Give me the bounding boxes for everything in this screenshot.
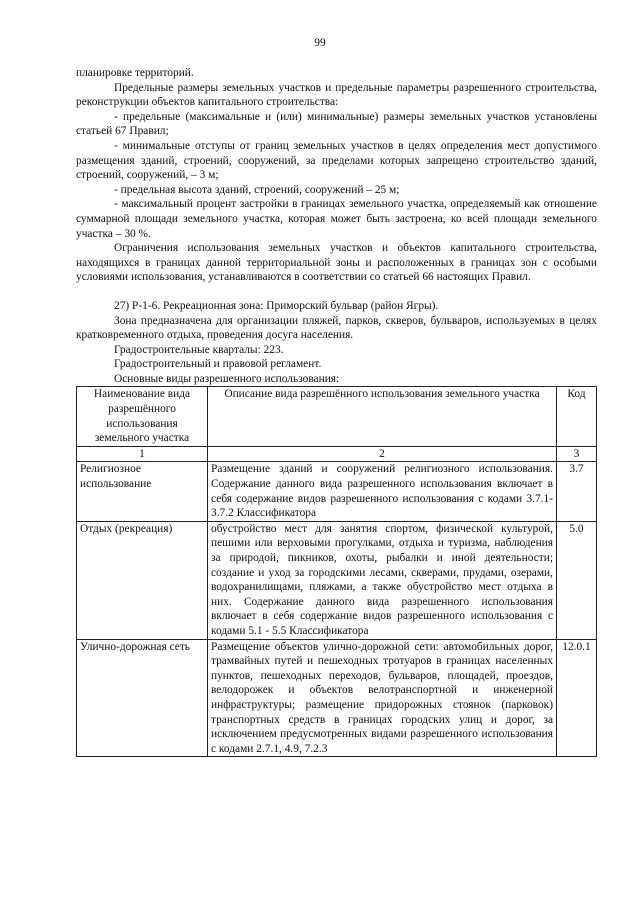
column-number: 1 (77, 446, 208, 462)
paragraph: - предельная высота зданий, строений, сооружений – 25 м; (114, 183, 400, 196)
paragraph: планировке территорий. (76, 67, 194, 79)
permitted-use-table (76, 386, 597, 757)
table-header-row (77, 387, 597, 446)
header-name: Наименование вида разрешённого использования земельного участка (77, 387, 208, 446)
paragraph: - минимальные отступы от границ земельных участков в целях определения мест допустимого размещения зданий, строений, сооружений, за пределами которых запрещено строительство зданий, строений, сооружений, – 3 м; (76, 139, 597, 182)
section-gap (76, 285, 597, 299)
table-row (77, 462, 597, 521)
table-row (77, 521, 597, 639)
paragraph: Предельные размеры земельных участков и предельные параметры разрешенного строительства, реконструкции объектов капитального строительства: (76, 81, 597, 109)
page-number: 99 (314, 37, 326, 49)
paragraph: - предельные (максимальные и (или) минимальные) размеры земельных участков установлены статьей 67 Правил; (76, 110, 597, 138)
use-name: Отдых (рекреация) (77, 521, 208, 639)
paragraph: Основные виды разрешенного использования: (114, 372, 340, 385)
column-number: 3 (557, 446, 597, 462)
zone-section (76, 299, 597, 387)
use-name: Религиозное использование (77, 462, 208, 521)
paragraph: Градостроительный и правовой регламент. (114, 358, 322, 371)
paragraph: Градостроительные кварталы: 223. (114, 343, 284, 356)
header-description: Описание вида разрешённого использования земельного участка (208, 387, 557, 446)
regulations-section (76, 66, 597, 285)
paragraph: 27) Р-1-6. Рекреационная зона: Приморский бульвар (район Ягры). (114, 299, 439, 312)
use-code: 3.7 (557, 462, 597, 521)
paragraph: Ограничения использования земельных участков и объектов капитального строительства, находящихся в границах данной территориальной зоны и расположенных в границах зон с особыми условиями использования, устанавливаются в соответствии со статьей 66 настоящих Правил. (76, 242, 597, 284)
column-number: 2 (208, 446, 557, 462)
use-description: Размещение зданий и сооружений религиозного использования. Содержание данного вида разрешенного использования включает в себя содержание видов разрешенного использования с кодами 3.7.1-3.7.2 Классификатора (208, 462, 557, 521)
use-name: Улично-дорожная сеть (77, 639, 208, 757)
header-code: Код (557, 387, 597, 446)
table-row (77, 639, 597, 757)
paragraph: Зона предназначена для организации пляжей, парков, скверов, бульваров, используемых в целях кратковременного отдыха, проведения досуга населения. (76, 314, 597, 342)
use-code: 5.0 (557, 521, 597, 639)
use-code: 12.0.1 (557, 639, 597, 757)
use-description: Размещение объектов улично-дорожной сети: автомобильных дорог, трамвайных путей и пешеходных тротуаров в границах населенных пунктов, пешеходных переходов, бульваров, площадей, проездов, велодорожек и объектов велотранспортной и инженерной инфраструктуры; размещение придорожных стоянок (парковок) транспортных средств в границах городских улиц и дорог, за исключением предусмотренных видами разрешенного использования с кодами 2.7.1, 4.9, 7.2.3 (208, 639, 557, 757)
use-description: обустройство мест для занятия спортом, физической культурой, пешими или верховыми прогулками, отдыха и туризма, наблюдения за природой, пикников, охоты, рыбалки и иной деятельности; создание и уход за городскими лесами, скверами, прудами, озерами, водохранилищами, пляжами, а также обустройство мест отдыха в них. Содержание данного вида разрешенного использования включает в себя содержание видов разрешенного использования с кодами 5.1 - 5.5 Классификатора (208, 521, 557, 639)
document-body (76, 66, 597, 757)
paragraph: - максимальный процент застройки в границах земельного участка, определяемый как отношение суммарной площади земельного участка, которая может быть застроена, ко всей площади земельного участка – 30 %. (76, 198, 597, 240)
table-number-row (77, 446, 597, 462)
